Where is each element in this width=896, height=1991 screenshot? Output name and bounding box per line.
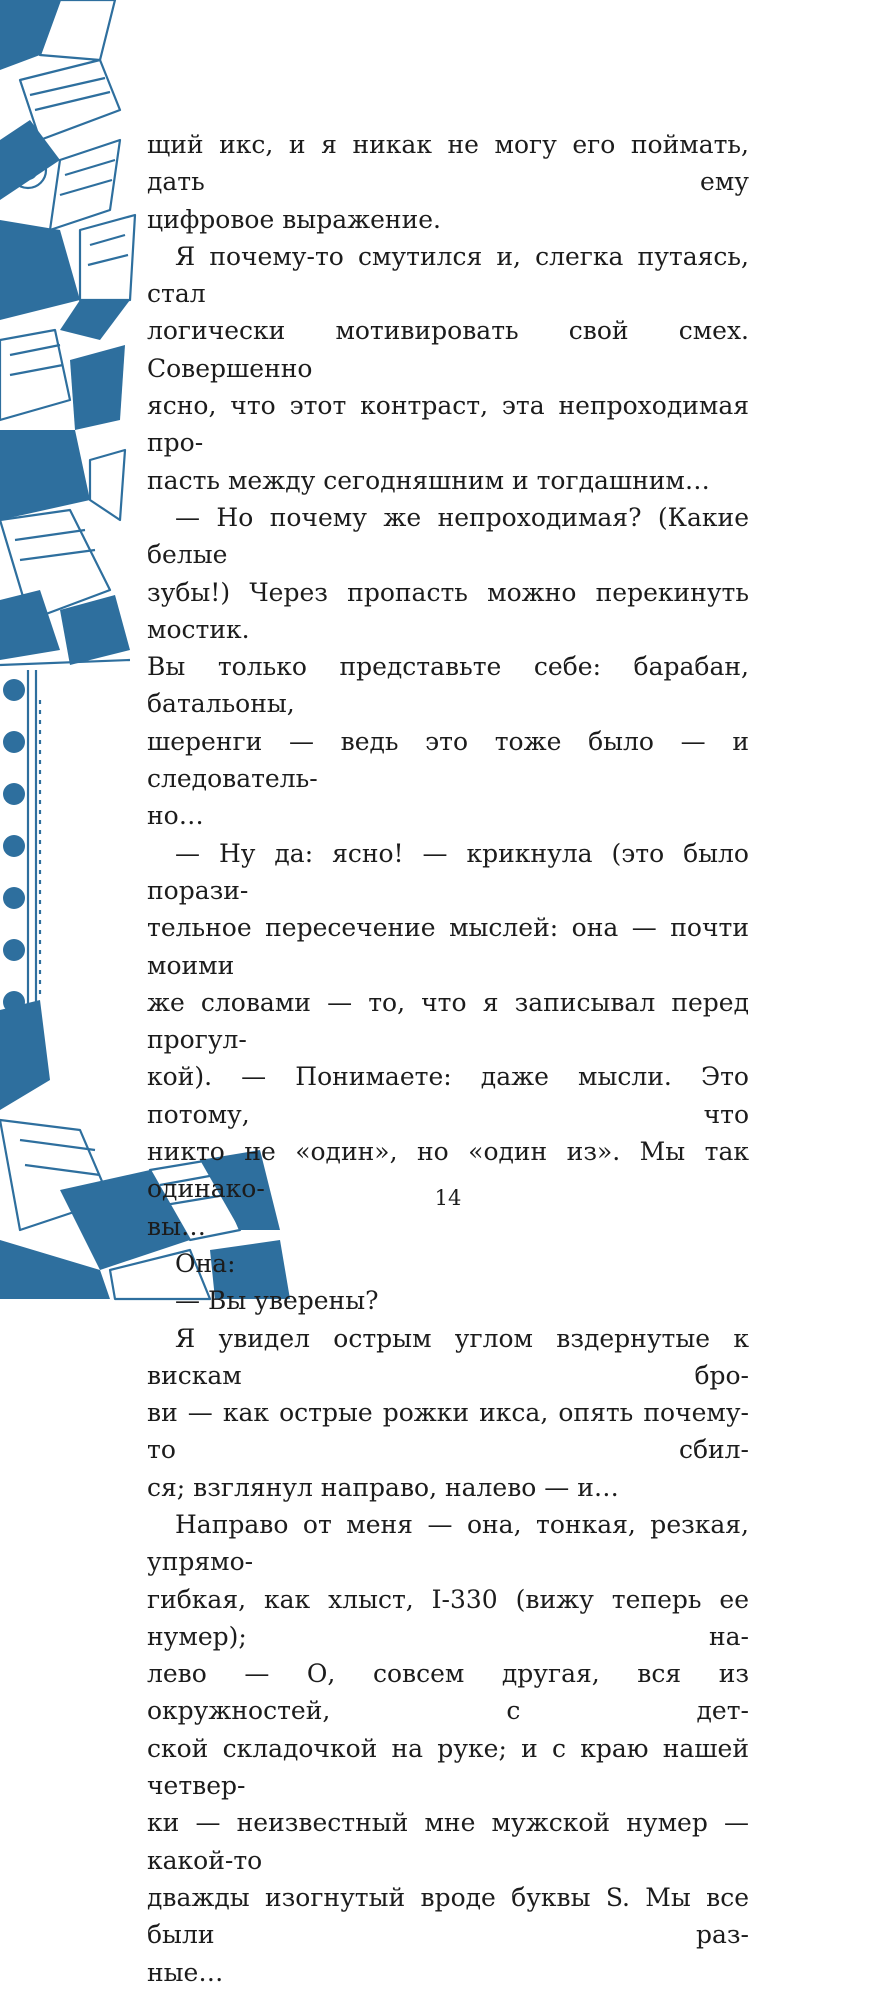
text-line: цифровое выражение. [147,204,441,234]
text-line: ясно, что этот контраст, эта непроходимая про- [147,391,749,458]
body-text [147,126,749,1991]
text-line: дважды изогнутый вроде буквы S. Мы все были раз- [147,1882,749,1950]
text-line: Направо от меня — она, тонкая, резкая, упрямо- [147,1509,749,1577]
text-line: пасть между сегодняшним и тогдашним… [147,465,710,495]
text-line: вы… [147,1211,206,1241]
text-line: ные… [147,1957,224,1987]
text-line: ской складочкой на руке; и с краю нашей четвер- [147,1733,749,1801]
text-line: тельное пересечение мыслей: она — почти моими [147,913,749,980]
text-line: шеренги — ведь это тоже было — и следователь- [147,726,749,794]
text-line: Она: [175,1248,236,1278]
text-line: лево — О, совсем другая, вся из окружностей, с дет- [147,1659,749,1726]
text-line: ся; взглянул направо, налево — и… [147,1472,619,1502]
text-line: ви — как острые рожки икса, опять почему-то сбил- [147,1398,749,1465]
text-line: — Вы уверены? [175,1286,379,1316]
page-number: 14 [434,1186,462,1210]
text-line: Я увидел острым углом вздернутые к вискам бро- [147,1323,749,1390]
text-line: ки — неизвестный мне мужской нумер — какой-то [147,1808,749,1875]
text-line: Вы только представьте себе: барабан, батальоны, [147,652,749,719]
text-line: щий икс, и я никак не могу его поймать, дать ему [147,130,749,197]
text-line: — Но почему же непроходимая? (Какие белые [147,502,749,570]
text-line: но… [147,801,204,831]
text-line: гибкая, как хлыст, I-330 (вижу теперь ее нумер); на- [147,1584,749,1651]
text-line: зубы!) Через пропасть можно перекинуть мостик. [147,577,749,644]
text-line: логически мотивировать свой смех. Совершенно [147,316,749,383]
text-line: кой). — Понимаете: даже мысли. Это потому, что [147,1062,749,1129]
text-line: никто не «один», но «один из». Мы так одинако- [147,1137,749,1204]
text-line: — Ну да: ясно! — крикнула (это было порази- [147,838,749,905]
text-line: же словами — то, что я записывал перед прогул- [147,987,749,1055]
text-line: Я почему-то смутился и, слегка путаясь, стал [147,241,749,309]
